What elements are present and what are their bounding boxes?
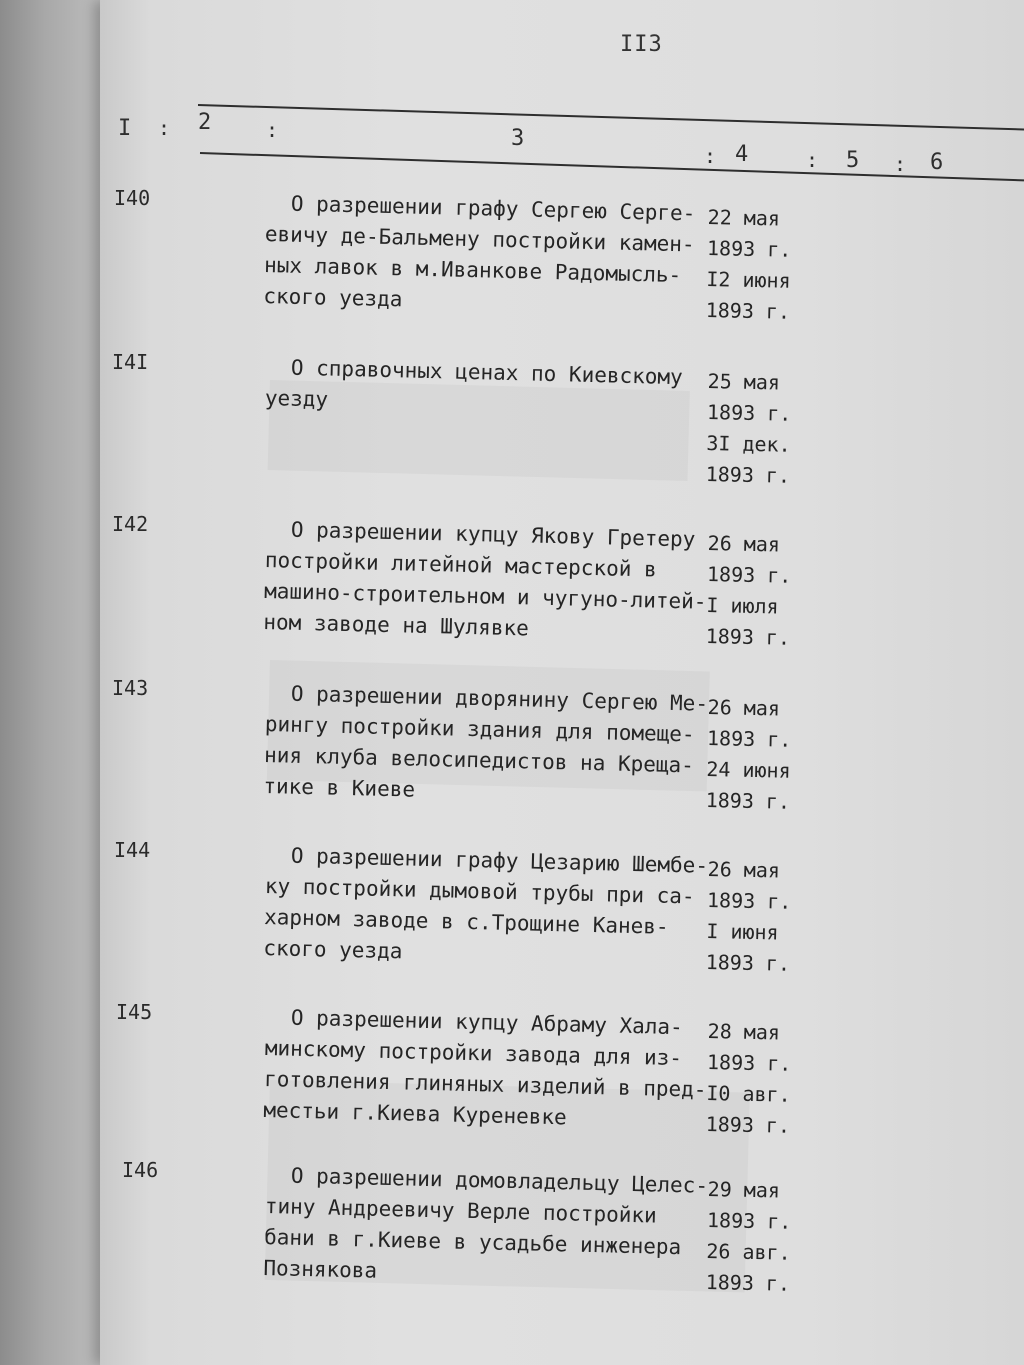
entry-date: I июля <box>706 592 779 619</box>
entry-description-line: ном заводе на Шулявке <box>263 609 530 641</box>
entry-description-line: Познякова <box>263 1255 378 1283</box>
entry-date: 26 мая <box>707 530 781 557</box>
entry-number: I4I <box>112 350 149 374</box>
entry-dates <box>705 854 792 980</box>
entry-year: 1893 г. <box>706 887 792 914</box>
entry-date: 3I дек. <box>706 430 791 457</box>
table-header-top-rule <box>198 104 1024 133</box>
entry-description <box>263 1002 708 1137</box>
column-separator: : <box>266 118 279 142</box>
entry-dates <box>705 366 792 492</box>
entry-description-line: готовления глиняных изделий в пред- <box>263 1066 707 1102</box>
entry-number: I46 <box>122 1158 159 1182</box>
entry-date: 22 мая <box>707 204 781 231</box>
entry-description-line: О справочных ценах по Киевскому <box>265 354 684 390</box>
entry-description <box>263 678 708 813</box>
entry-description-line: тике в Киеве <box>263 773 416 802</box>
column-header-5: 5 <box>846 148 860 173</box>
entry-number: I43 <box>112 676 149 700</box>
column-separator: : <box>158 116 171 140</box>
entry-description-line: О разрешении купцу Якову Гретеру <box>265 516 696 552</box>
entry-description-line: машино-строительном и чугуно-литей- <box>263 578 707 614</box>
entry-description-line: ных лавок в м.Иванкове Радомысль- <box>263 252 682 288</box>
entry-description-line: О разрешении дворянину Сергею Ме- <box>265 680 709 716</box>
entry-dates <box>705 202 792 328</box>
previous-page-edge <box>0 0 100 1365</box>
column-header-4: 4 <box>735 142 749 167</box>
entry-description-line: местьи г.Киева Куреневке <box>263 1097 568 1130</box>
entry-description <box>263 514 708 649</box>
column-header-3: 3 <box>511 126 525 151</box>
entry-description-line: постройки литейной мастерской в <box>264 547 657 582</box>
entry-description <box>263 840 708 975</box>
entry-date: 26 мая <box>707 856 781 883</box>
entry-year: 1893 г. <box>705 623 791 650</box>
column-separator: : <box>806 148 819 172</box>
entry-description-line: О разрешении домовладельцу Целес- <box>265 1162 709 1198</box>
entry-dates <box>705 1174 792 1300</box>
entry-date: I0 авг. <box>706 1080 791 1107</box>
column-header-I: I <box>118 116 132 141</box>
entry-year: 1893 г. <box>705 461 791 488</box>
entry-date: 29 мая <box>707 1176 781 1203</box>
entry-date: 25 мая <box>707 368 781 395</box>
entry-date: 26 мая <box>707 694 781 721</box>
entry-dates <box>705 692 792 818</box>
column-separator: : <box>894 152 907 176</box>
entry-description-line: евичу де-Бальмену постройки камен- <box>264 221 695 257</box>
entry-year: 1893 г. <box>706 399 792 426</box>
entry-date: I июня <box>706 918 779 945</box>
entry-description-line: О разрешении купцу Абраму Хала- <box>265 1004 684 1040</box>
entry-dates <box>705 528 792 654</box>
entry-description-line: ского уезда <box>263 935 403 964</box>
entry-dates <box>705 1016 792 1142</box>
entry-date: 24 июня <box>706 756 791 783</box>
column-separator: : <box>704 144 717 168</box>
entry-year: 1893 г. <box>705 949 791 976</box>
entry-number: I40 <box>114 186 151 210</box>
entry-description <box>264 352 683 424</box>
entry-description-line: О разрешении графу Сергею Серге- <box>265 190 696 226</box>
document-page <box>100 0 1024 1365</box>
page-number: II3 <box>620 32 663 57</box>
entry-year: 1893 г. <box>706 235 792 262</box>
entry-year: 1893 г. <box>706 1049 792 1076</box>
entry-description-line: ку постройки дымовой трубы при са- <box>264 873 695 909</box>
entry-number: I42 <box>112 512 149 536</box>
entry-date: I2 июня <box>706 266 791 293</box>
entry-description-line: О разрешении графу Цезарию Шембе- <box>265 842 709 878</box>
entry-year: 1893 г. <box>706 1207 792 1234</box>
entry-description-line: уезду <box>264 385 329 412</box>
entry-year: 1893 г. <box>705 1111 791 1138</box>
entry-description <box>263 1160 708 1295</box>
entry-year: 1893 г. <box>705 1269 791 1296</box>
entry-description-line: тину Андреевичу Верле постройки <box>264 1193 657 1228</box>
entry-description-line: рингу постройки здания для помеще- <box>264 711 695 747</box>
entry-year: 1893 г. <box>706 561 792 588</box>
entry-number: I45 <box>116 1000 153 1024</box>
entry-date: 28 мая <box>707 1018 781 1045</box>
entry-description-line: ского уезда <box>263 283 403 312</box>
entry-year: 1893 г. <box>705 297 791 324</box>
entry-description <box>263 188 696 322</box>
entry-description-line: ния клуба велосипедистов на Крещa- <box>263 742 695 778</box>
column-header-2: 2 <box>198 110 212 135</box>
column-header-6: 6 <box>930 150 944 175</box>
entry-description-line: бани в г.Киеве в усадьбе инженера <box>263 1224 682 1260</box>
entry-description-line: минскому постройки завода для из- <box>264 1035 683 1071</box>
entry-year: 1893 г. <box>705 787 791 814</box>
entry-year: 1893 г. <box>706 725 792 752</box>
entry-number: I44 <box>114 838 151 862</box>
entry-description-line: харном заводе в с.Трощине Канев- <box>263 904 669 939</box>
entry-date: 26 авг. <box>706 1238 791 1265</box>
